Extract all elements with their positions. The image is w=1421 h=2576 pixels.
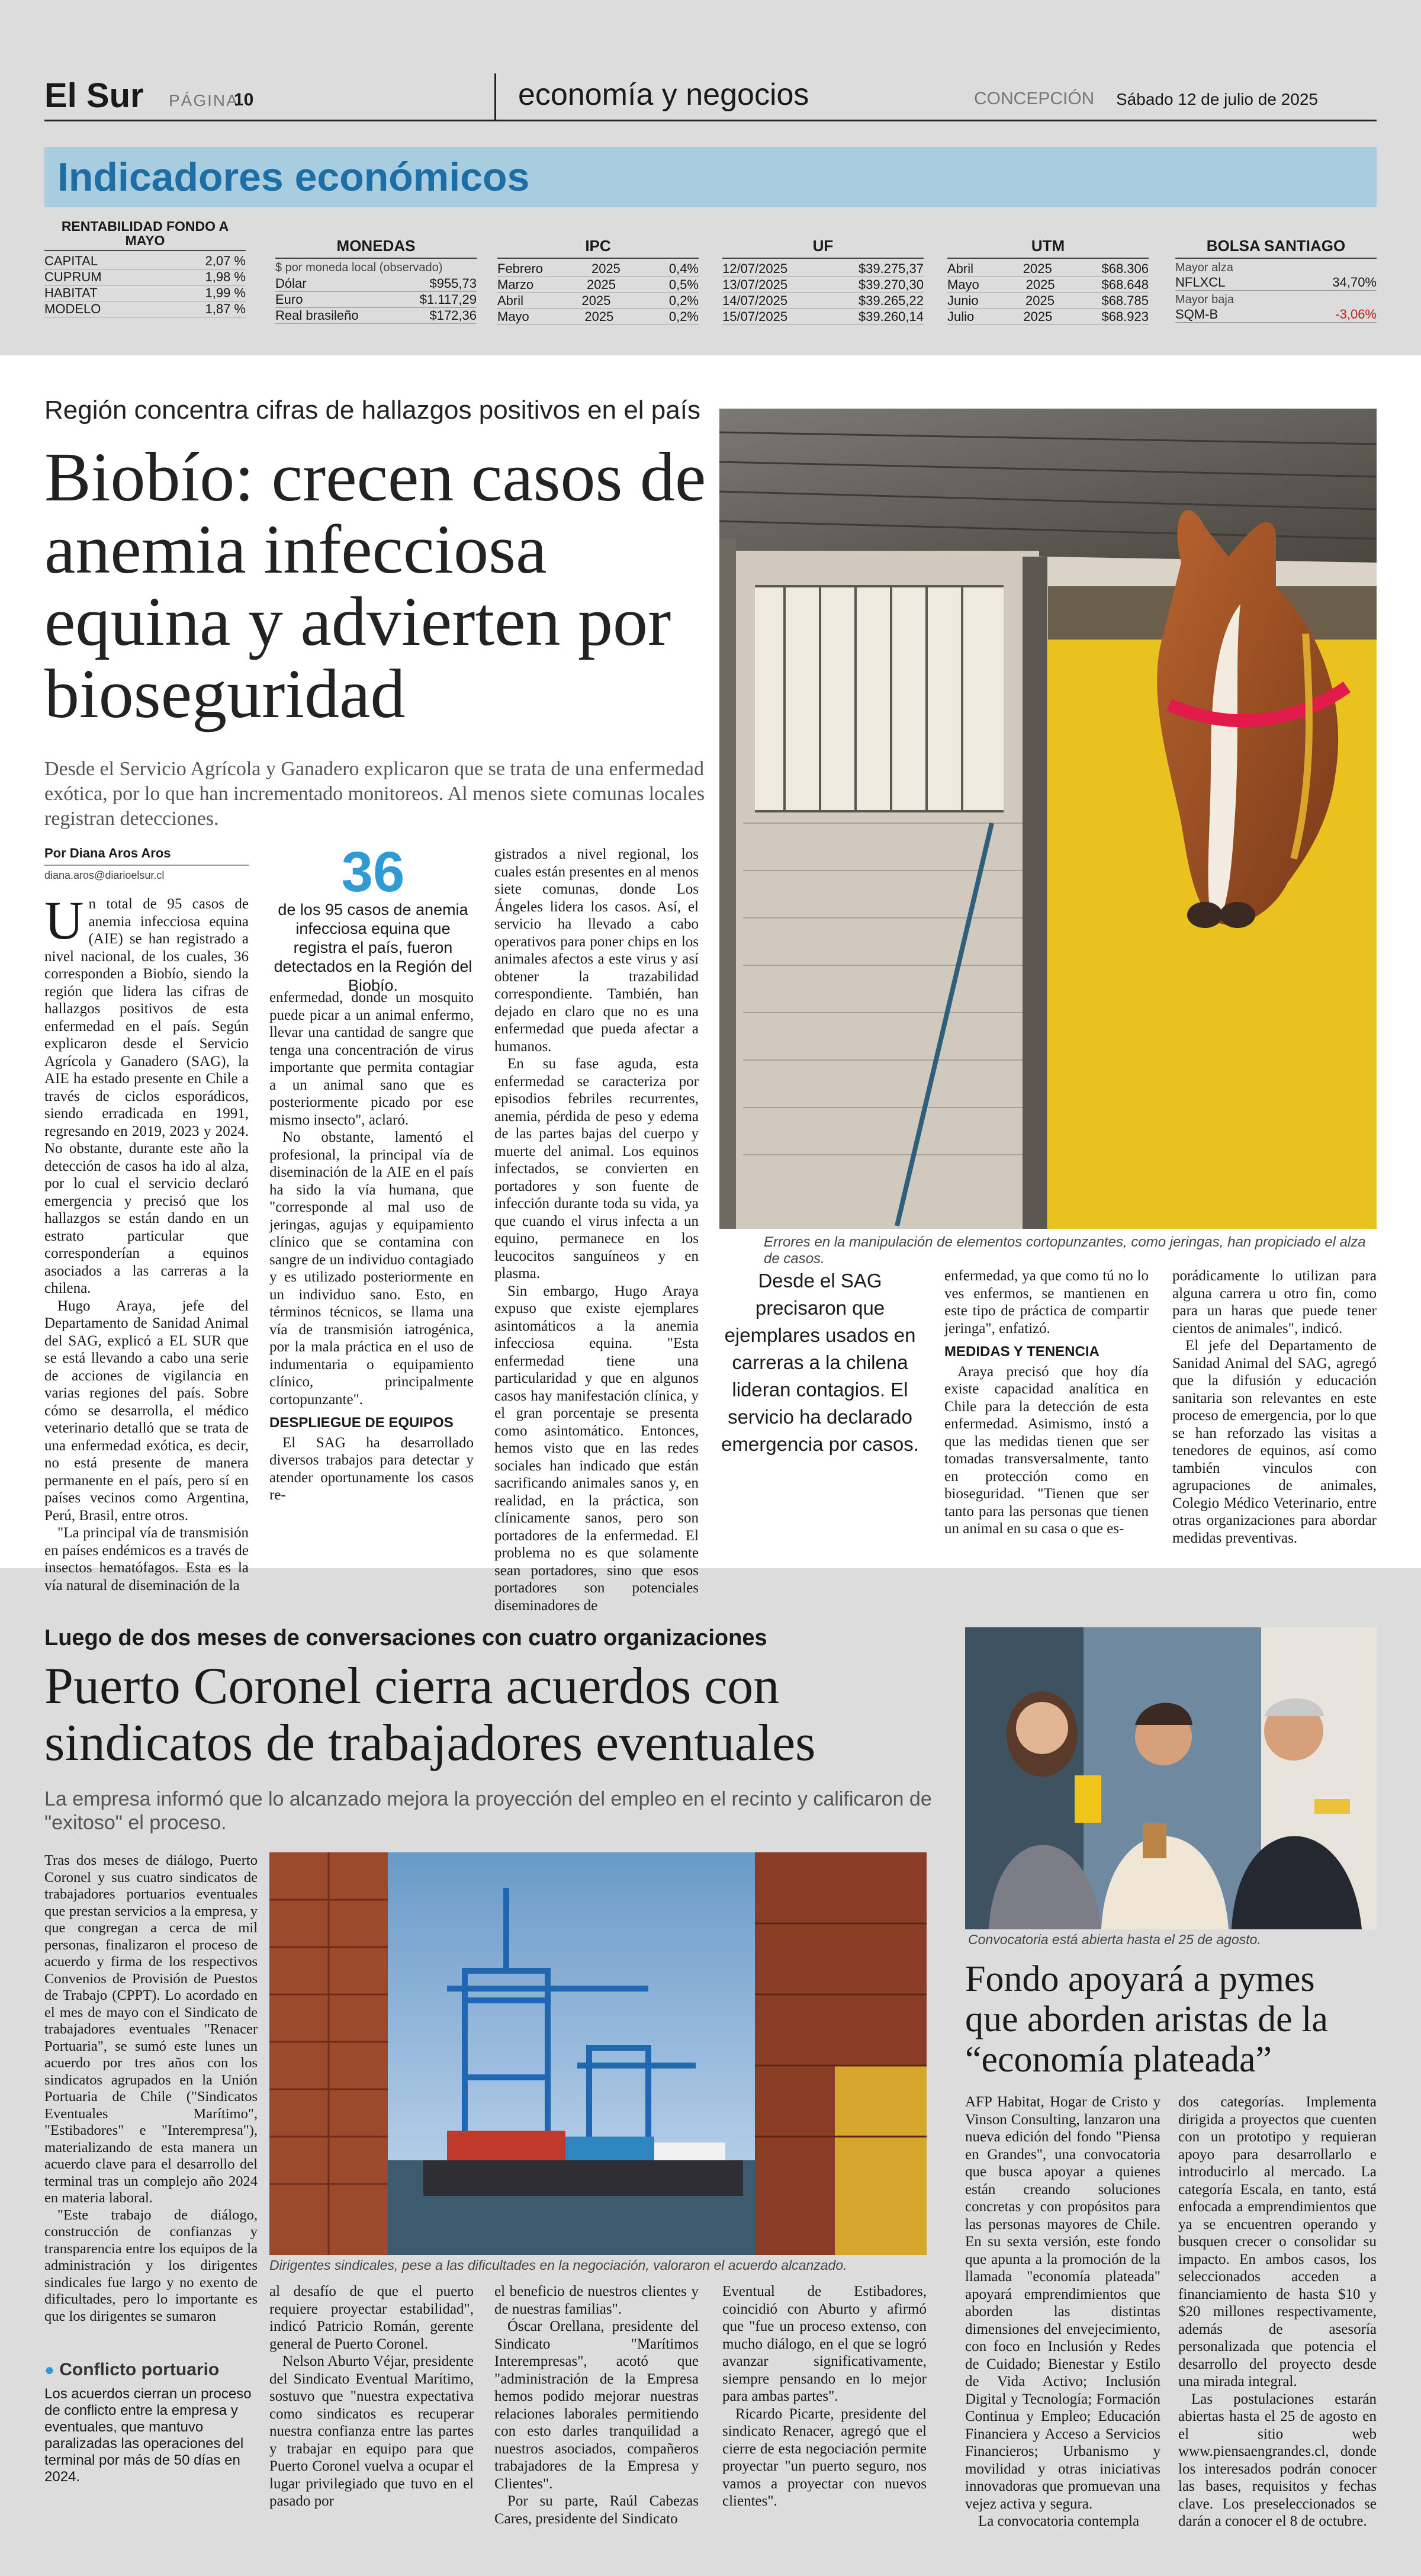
- monedas-subheader: $ por moneda local (observado): [275, 261, 443, 274]
- paragraph: dos categorías. Implementa dirigida a proyectos que cuenten con un prototipo y requieran apoyo para desarrollarlo e introducirlo al mercado. La categoría Escala, en tanto, está enfocada a emprendimientos que ya se encuentren operando y busquen crecer o consolidar su impacto. En ambos casos, los seleccionados acceden a financiamiento de hasta $10 y $20 millones respectivamente, además de asesoría personalizada que potencia el desarrollo del proyecto desde una mirada integral.: [1178, 2094, 1377, 2389]
- indicator-uf: [722, 237, 924, 325]
- indicator-row: Junio 2025 $68.785: [947, 293, 1149, 308]
- mayor-baja-label: Mayor baja: [1175, 293, 1234, 306]
- indicator-row: 12/07/2025 $39.275,37: [722, 261, 924, 276]
- bullet-icon: ●: [44, 2360, 54, 2379]
- pullquote: Desde el SAG precisaron que ejemplares usados en carreras a la chilena lideran contagios. El servicio ha declarado emergencia por casos.: [721, 1270, 919, 1455]
- paragraph: No obstante, lamentó el profesional, la principal vía de diseminación de la AIE en el país ha sido la vía humana, que "corresponde al mal uso de jeringas, agujas y equipamiento clínico que se contamina con sangre de un individuo contagiado y es utilizado posteriormente en un individuo sano. Esto, en términos técnicos, se llama una vía de transmisión iatrogénica, por la mala práctica en el uso de indumentaria o equipamiento clínico, principalmente cortopunzante".: [269, 1129, 474, 1408]
- article1-column-2: [269, 989, 474, 1530]
- paragraph: Ricardo Picarte, presidente del sindicato Renacer, agregó que el cierre de esta negociación permite proyectar "un puerto seguro, nos vamos a proyectar con nuevos clientes".: [722, 2405, 927, 2509]
- article1-column-1: [44, 890, 249, 1594]
- article1-deck: Desde el Servicio Agrícola y Ganadero explicaron que se trata de una enfermedad exótica, por lo que han incrementado monitoreos. Al menos siete comunas locales registran detecciones.: [44, 758, 705, 830]
- paragraph: Araya precisó que hoy día existe capacidad analítica en Chile para la detección de esta enfermedad. Asimismo, instó a que las medidas tienen que ser tomadas transversalmente, tanto en protección como en bioseguridad. "Tienen que ser tanto para las personas que tienen un animal en su casa o que es-: [944, 1363, 1149, 1537]
- article1-headline: Biobío: crecen casos de anemia infecciosa equina y advierten por bioseguridad: [44, 438, 706, 733]
- indicator-row: MODELO 1,87 %: [44, 301, 246, 316]
- indicator-row: Mayo 2025 0,2%: [497, 309, 699, 324]
- dropcap: U: [44, 890, 84, 950]
- indicator-ipc: [497, 237, 699, 325]
- conflict-text: Los acuerdos cierran un proceso de conflicto entre la empresa y eventuales, que mantuvo paralizadas las operaciones del terminal por más de 50 días en 2024.: [44, 2386, 252, 2485]
- article3-column-1: [965, 2093, 1160, 2532]
- article1-column-3: [494, 846, 699, 1614]
- paragraph: Óscar Orellana, presidente del Sindicato "Marítimos Interempresas", acotó que "administración de la Empresa hemos podido mejorar nuestras relaciones laborales permitiendo con esto darles tranquilidad a nuestros asociados, compañeros trabajadores de la Empresa y Clientes".: [494, 2318, 699, 2492]
- article3-photo-caption: Convocatoria está abierta hasta el 25 de agosto.: [968, 1932, 1261, 1947]
- indicator-monedas: [275, 237, 477, 324]
- paragraph: El SAG ha desarrollado diversos trabajos para detectar y atender oportunamente los casos re-: [269, 1434, 474, 1503]
- page-number: 10: [234, 90, 254, 110]
- paragraph: "La principal vía de transmisión en países endémicos es a través de insectos hematófagos. Esta es la vía natural de diseminación de la: [44, 1525, 249, 1594]
- indicator-row: CUPRUM 1,98 %: [44, 269, 246, 284]
- paragraph: El jefe del Departamento de Sanidad Animal del SAG, agregó que la difusión y educación sanitaria son relevantes en este proceso de emergencia, por lo que se han reforzado las visitas a tenedores de equinos, así como también vinculos con agrupaciones de animales, Colegio Médico Veterinario, entre otras organizaciones para abordar medidas preventivas.: [1172, 1338, 1377, 1546]
- indicator-row: 15/07/2025 $39.260,14: [722, 309, 924, 324]
- indicator-row: Marzo 2025 0,5%: [497, 277, 699, 292]
- article1-column-5: [1172, 1267, 1377, 1546]
- conflict-title: ● Conflicto portuario: [44, 2360, 220, 2379]
- mayor-alza-label: Mayor alza: [1175, 261, 1233, 274]
- newspaper-brand: El Sur: [44, 76, 144, 115]
- article2-kicker: Luego de dos meses de conversaciones con cuatro organizaciones: [44, 1626, 767, 1650]
- article2-column-3: [494, 2283, 699, 2532]
- paragraph: n total de 95 casos de anemia infecciosa equina (AIE) se han registrado a nivel nacional, de los cuales, 36 corresponden a Biobío, siendo la región que lidera las cifras de hallazgos positivos de esta enfermedad en el país. Según explicaron desde el Servicio Agrícola y Ganadero (SAG), la AIE ha estado presente en Chile a través de ciclos esporádicos, siendo erradicada en 1991, regresando en 2019, 2023 y 2024. No obstante, durante este año la detección de casos ha ido al alza, por lo cual el servicio declaró emergencia y precisó que los hallazgos se están dando en un estrato particular que corresponderían a equinos asociados a las carreras a la chilena.: [44, 896, 249, 1296]
- page-label: PÁGINA: [169, 91, 239, 110]
- indicators-title: Indicadores económicos: [57, 155, 530, 200]
- masthead: [44, 71, 1377, 121]
- bolsa-header: BOLSA SANTIAGO: [1175, 237, 1377, 259]
- paragraph: Sin embargo, Hugo Araya expuso que existe ejemplares asintomáticos a la anemia infecciosa equina. "Esta enfermedad tiene una particularidad y que en algunos casos hay manifestación clínica, y el gran porcentaje se presenta como asintomático. Entonces, hemos visto que en las redes sociales han indicado que están sacrificando animales sanos y, en realidad, en la práctica, son clínicamente sanos, pero son portadores de la enfermedad. El problema no es que solamente sean portadores, sino que esos portadores son potenciales diseminadores de: [494, 1283, 699, 1614]
- indicator-rentabilidad: [44, 219, 246, 317]
- paragraph: En su fase aguda, esta enfermedad se caracteriza por episodios febriles recurrentes, anemia, pérdida de peso y edema de las partes bajas del cuerpo y muerte del animal. Los equinos infectados, se convierten en portadores y son fuente de infección durante toda su vida, ya que cuando el virus infecta a un equino, permanece en los leucocitos sanguíneos y en plasma.: [494, 1056, 699, 1281]
- stat-number: 36: [341, 840, 405, 904]
- indicator-row: Julio 2025 $68.923: [947, 309, 1149, 324]
- indicator-row: Real brasileño $172,36: [275, 308, 477, 323]
- city: CONCEPCIÓN: [974, 89, 1095, 108]
- utm-header: UTM: [947, 237, 1149, 259]
- paragraph: enfermedad, ya que como tú no lo ves enfermos, se mantienen en este tipo de práctica de compartir jeringa", enfatizó.: [944, 1268, 1149, 1337]
- indicator-row: CAPITAL 2,07 %: [44, 253, 246, 268]
- indicators-banner: [44, 147, 1377, 207]
- indicator-row: SQM-B -3,06%: [1175, 307, 1377, 322]
- port-cranes-photo: [269, 1852, 927, 2255]
- issue-date: Sábado 12 de julio de 2025: [1116, 90, 1318, 108]
- article1-byline: Por Diana Aros Aros: [44, 846, 249, 866]
- subhead: DESPLIEGUE DE EQUIPOS: [269, 1415, 454, 1431]
- indicator-bolsa: [1175, 237, 1377, 323]
- paragraph: Hugo Araya, jefe del Departamento de Sanidad Animal del SAG, explicó a EL SUR que se está llevando a cabo una serie de acciones de vigilancia en varias regiones del país. Sobre cómo se desarrolla, el médico veterinario detalló que se trata de una enfermedad exótica, es decir, no está presente de manera permanente en el país, pero sí en países vecinos como Argentina, Perú, Brasil, entre otros.: [44, 1297, 249, 1524]
- paragraph: el beneficio de nuestros clientes y de nuestras familias".: [494, 2283, 699, 2317]
- conflict-sidebar: [44, 2360, 258, 2485]
- article2-column-2: [269, 2283, 474, 2532]
- subhead: MEDIDAS Y TENENCIA: [944, 1344, 1099, 1360]
- paragraph: Por su parte, Raúl Cabezas Cares, presidente del Sindicato: [494, 2493, 699, 2527]
- indicator-utm: [947, 237, 1149, 325]
- paragraph: porádicamente lo utilizan para alguna carrera u otro fin, como para un haras que puede tener cientos de animales", indicó.: [1172, 1268, 1377, 1337]
- article2-deck: La empresa informó que lo alcanzado mejora la proyección del empleo en el recinto y calificaron de "exitoso" el proceso.: [44, 1788, 932, 1834]
- indicators-table: [44, 219, 1377, 332]
- paragraph: Las postulaciones estarán abiertas hasta el 25 de agosto en el sitio web www.piensaengrandes.cl, donde los interesados podrán conocer las bases, requisitos y fechas clave. Los preseleccionados se darán a conocer el 8 de octubre.: [1178, 2391, 1377, 2529]
- paragraph: Tras dos meses de diálogo, Puerto Coronel y sus cuatro sindicatos de trabajadores portuarios eventuales que prestan servicios a la empresa, y que congregan a cerca de mil personas, finalizaron el proceso de acuerdo y firma de los respectivos Convenios de Provisión de Puestos de Trabajo (CPPT). Lo acordado en el mes de mayo con el Sindicato de trabajadores eventuales "Renacer Portuaria", se sumó este lunes un acuerdo por tres años con los sindicatos agrupados en la Unión Portuaria de Chile ("Sindicatos Eventuales Marítimo", "Estibadores" e "Interempresa"), materializando de esta manera un acuerdo clave para el desarrollo del terminal tras un complejo año 2024 en materia laboral.: [44, 1852, 258, 2206]
- article1-column-4: [944, 1267, 1149, 1537]
- article2-headline: Puerto Coronel cierra acuerdos con sindicatos de trabajadores eventuales: [44, 1658, 816, 1772]
- indicator-row: Euro $1.117,29: [275, 292, 477, 307]
- article1-photo-caption: Errores en la manipulación de elementos cortopunzantes, como jeringas, han propiciado el alza de casos.: [764, 1234, 1366, 1267]
- indicator-row: HABITAT 1,99 %: [44, 285, 246, 300]
- section-title: economía y negocios: [518, 78, 809, 112]
- pymes-fund-photo: [965, 1627, 1377, 1929]
- indicator-row: Febrero 2025 0,4%: [497, 261, 699, 276]
- masthead-divider: [494, 73, 496, 120]
- article1-email: diana.aros@diarioelsur.cl: [44, 869, 165, 881]
- ipc-header: IPC: [497, 237, 699, 259]
- stat-text: de los 95 casos de anemia infecciosa equina que registra el país, fueron detectados en la Región del Biobío.: [274, 901, 472, 994]
- indicator-row: Dólar $955,73: [275, 276, 477, 291]
- article2-photo-caption: Dirigentes sindicales, pese a las dificultades en la negociación, valoraron el acuerdo alcanzado.: [269, 2257, 847, 2273]
- paragraph: al desafío de que el puerto requiere proyectar estabilidad", indicó Patricio Román, gerente general de Puerto Coronel.: [269, 2283, 474, 2352]
- horse-stable-photo: [719, 409, 1377, 1229]
- indicator-row: Mayo 2025 $68.648: [947, 277, 1149, 292]
- article2-column-4: [722, 2283, 927, 2532]
- article2-column-1: [44, 1852, 258, 2350]
- paragraph: gistrados a nivel regional, los cuales están presentes en al menos siete comunas, donde Los Ángeles lidera los casos. Así, el servicio ha llevado a cabo operativos para poner chips en los animales afectos a este virus y así obtener la trazabilidad correspondiente. También, han dejado en claro que no es una enfermedad que pueda afectar a humanos.: [494, 846, 699, 1055]
- indicator-row: Abril 2025 $68.306: [947, 261, 1149, 276]
- paragraph: Eventual de Estibadores, coincidió con Aburto y afirmó que "fue un proceso extenso, con mucho diálogo, en el que se logró avanzar significativamente, siempre pensando en lo mejor para ambas partes".: [722, 2283, 927, 2404]
- monedas-header: MONEDAS: [275, 237, 477, 259]
- paragraph: AFP Habitat, Hogar de Cristo y Vinson Consulting, lanzaron una nueva edición del fondo "Piensa en Grandes", una convocatoria que busca apoyar a quienes están creando soluciones concretas y con propósitos para las personas mayores de Chile. En su sexta versión, este fondo que apunta a la promoción de la llamada "economía plateada" apoyará emprendimientos que aborden las distintas dimensiones del envejecimiento, con foco en Inclusión y Redes de Cuidado; Bienestar y Estilo de Vida Activo; Inclusión Digital y Tecnología; Formación Continua y Empleo; Educación Financiera y Acceso a Servicios Financieros; Urbanismo y movilidad y otras iniciativas innovadoras que promuevan una vejez activa y segura.: [965, 2094, 1160, 2512]
- paragraph: Nelson Aburto Véjar, presidente del Sindicato Eventual Marítimo, sostuvo que "nuestra expectativa como sindicatos es recuperar nuestra confianza entre las partes y trabajar en equipo para que Puerto Coronel vuelva a ocupar el lugar privilegiado que tuvo en el pasado por: [269, 2353, 474, 2509]
- article3-headline: Fondo apoyará a pymes que aborden aristas de la “economía plateada”: [965, 1959, 1328, 2080]
- article3-column-2: [1178, 2093, 1377, 2532]
- indicator-row: 14/07/2025 $39.265,22: [722, 293, 924, 308]
- paragraph: La convocatoria contempla: [978, 2513, 1140, 2529]
- article1-kicker: Región concentra cifras de hallazgos positivos en el país: [44, 396, 700, 425]
- indicator-row: 13/07/2025 $39.270,30: [722, 277, 924, 292]
- paragraph: enfermedad, donde un mosquito puede picar a un animal enfermo, llevar una cantidad de sangre que tenga una concentración de virus importante que permita contagiar a un animal sano que es posteriormente picado por ese mismo insecto", aclaró.: [269, 990, 474, 1128]
- indicator-row: Abril 2025 0,2%: [497, 293, 699, 308]
- uf-header: UF: [722, 237, 924, 259]
- indicator-row: NFLXCL 34,70%: [1175, 275, 1377, 290]
- rentabilidad-header: RENTABILIDAD FONDO A MAYO: [44, 219, 246, 251]
- paragraph: "Este trabajo de diálogo, construcción de confianzas y transparencia entre los equipos de la administración y los dirigentes sindicales fue largo y no exento de dificultades, pero lo importante es que los dirigentes se sumaron: [44, 2206, 258, 2324]
